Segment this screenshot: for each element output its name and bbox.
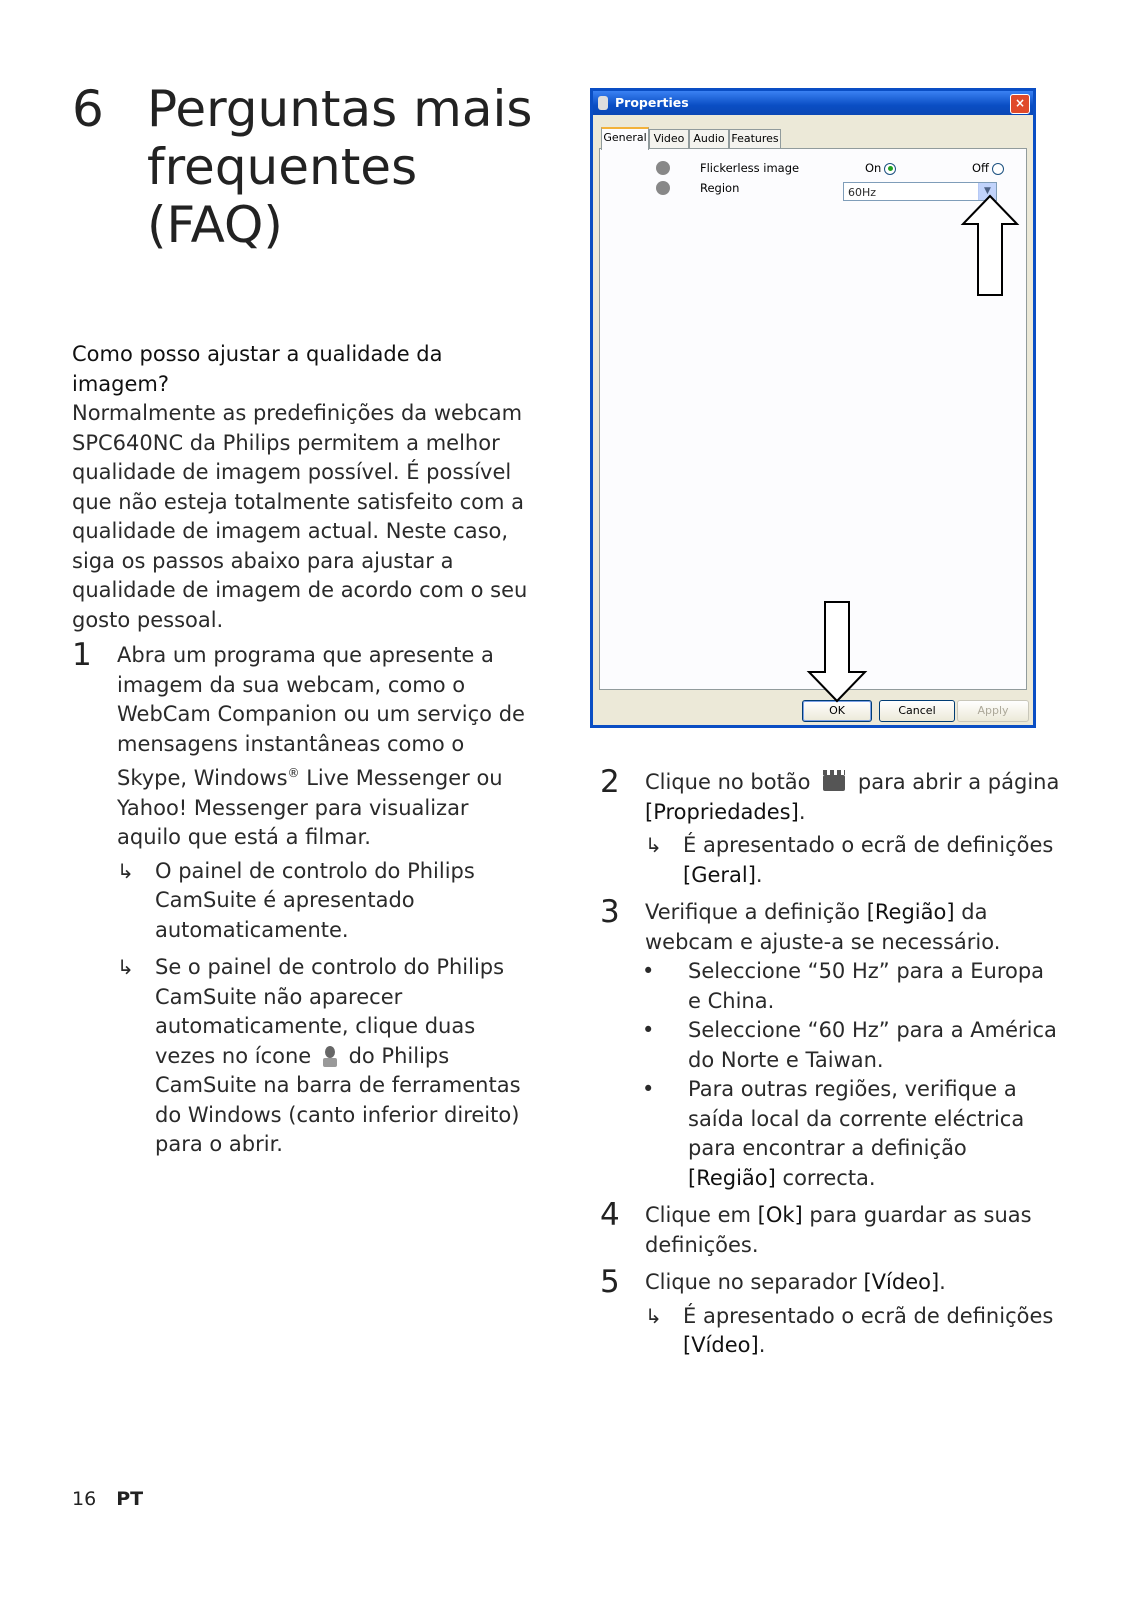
clapperboard-icon xyxy=(823,775,845,791)
close-button[interactable]: × xyxy=(1010,94,1030,114)
cancel-button[interactable]: Cancel xyxy=(879,700,955,722)
ok-button[interactable]: OK xyxy=(802,700,872,722)
off-label: Off xyxy=(972,161,989,175)
bullet-icon: • xyxy=(642,959,655,983)
step-text: Abra um programa que apresente a imagem da sua webcam, como o WebCam Companion ou um serviço de mensagens instantâneas como o Skype, Windows xyxy=(117,643,525,790)
step-number: 5 xyxy=(600,1264,620,1300)
step-2 xyxy=(600,764,1060,827)
bullet-text: Seleccione “50 Hz” para a Europa e China. xyxy=(688,959,1045,1013)
punct: . xyxy=(755,862,763,887)
off-radio[interactable] xyxy=(992,163,1004,175)
flickerless-label: Flickerless image xyxy=(700,161,800,175)
step-number: 1 xyxy=(72,637,92,673)
down-arrow-icon xyxy=(806,600,868,704)
key-propriedades: [Propriedades] xyxy=(645,799,799,824)
step-4 xyxy=(600,1197,1060,1260)
key-video: [Vídeo] xyxy=(683,1333,759,1357)
camsuite-icon xyxy=(323,1046,337,1068)
step-2-result xyxy=(600,831,1060,890)
registered-mark: ® xyxy=(287,766,300,780)
key-geral: [Geral] xyxy=(683,862,756,887)
result-text: É apresentado o ecrã de definições xyxy=(683,833,1054,857)
left-column xyxy=(72,340,532,1160)
result-arrow-icon: ↳ xyxy=(117,858,134,883)
on-radio[interactable] xyxy=(884,163,896,175)
bullet-text: Seleccione “60 Hz” para a América do Norte e Taiwan. xyxy=(688,1018,1057,1072)
chapter-title: Perguntas mais frequentes (FAQ) xyxy=(147,80,533,254)
punct: . xyxy=(758,1333,766,1357)
bullet-text-cont: correcta. xyxy=(782,1165,876,1190)
up-arrow-icon xyxy=(960,194,1020,298)
bullet-item xyxy=(600,957,1060,1016)
chevron-down-icon[interactable]: ▼ xyxy=(978,183,996,200)
step-text-cont: para guardar as suas definições. xyxy=(645,1203,1032,1257)
step-1-result-1 xyxy=(72,857,532,946)
result-arrow-icon: ↳ xyxy=(645,1303,662,1328)
bullet-item xyxy=(600,1075,1060,1193)
result-text: Se o painel de controlo do Philips CamSuite não aparecer automaticamente, clique duas vezes no ícone xyxy=(155,955,505,1068)
result-arrow-icon: ↳ xyxy=(117,955,134,979)
bullet-text: Para outras regiões, verifique a saída local da corrente eléctrica para encontrar a definição xyxy=(688,1077,1025,1160)
apply-button: Apply xyxy=(957,700,1029,722)
step-text-cont: da webcam e ajuste-a se necessário. xyxy=(645,900,1001,954)
key-regiao: [Região] xyxy=(866,900,955,924)
page-number: 16 xyxy=(72,1488,97,1510)
step-text: Clique em xyxy=(645,1203,751,1227)
step-1 xyxy=(72,637,532,853)
bullet-icon: • xyxy=(642,1018,655,1042)
step-5-result xyxy=(600,1302,1060,1361)
result-text: O painel de controlo do Philips CamSuite é apresentado automaticamente. xyxy=(155,858,475,942)
language-code: PT xyxy=(116,1488,144,1510)
bullet-icon: • xyxy=(642,1077,655,1101)
tab-video[interactable]: Video xyxy=(649,129,689,148)
on-label: On xyxy=(865,161,882,175)
tab-audio[interactable]: Audio xyxy=(689,129,729,148)
region-icon xyxy=(656,181,670,195)
tab-general[interactable]: General xyxy=(601,127,649,150)
step-text: Clique no botão xyxy=(645,770,811,794)
camera-icon xyxy=(598,96,608,110)
chapter-number: 6 xyxy=(72,80,104,138)
step-number: 4 xyxy=(600,1197,620,1233)
step-text: Clique no separador xyxy=(645,1270,857,1294)
bullet-item xyxy=(600,1016,1060,1075)
punct: . xyxy=(939,1270,946,1294)
flicker-off-option[interactable] xyxy=(972,161,1004,175)
right-column xyxy=(600,760,1060,1361)
dialog-title: Properties xyxy=(615,95,689,110)
key-ok: [Ok] xyxy=(757,1203,803,1227)
step-number: 2 xyxy=(600,764,620,800)
region-value: 60Hz xyxy=(848,186,877,199)
step-text-cont: para abrir a página xyxy=(857,770,1060,794)
step-1-result-2 xyxy=(72,953,532,1160)
key-regiao: [Região] xyxy=(688,1165,776,1190)
dialog-titlebar xyxy=(593,91,1033,115)
key-video: [Vídeo] xyxy=(863,1270,940,1294)
step-5 xyxy=(600,1264,1060,1300)
result-text-cont: do Philips CamSuite na barra de ferramentas do Windows (canto inferior direito) para o abrir. xyxy=(155,1043,521,1156)
step-number: 3 xyxy=(600,894,620,930)
result-arrow-icon: ↳ xyxy=(645,833,662,857)
intro-paragraph: Normalmente as predefinições da webcam SPC640NC da Philips permitem a melhor qualidade de imagem possível. É possível que não esteja totalmente satisfeito com a qualidade de imagem actual. Neste caso, siga os passos abaixo para ajustar a qualidade de imagem de acordo com o seu gosto pessoal. xyxy=(72,401,528,632)
step-3 xyxy=(600,894,1060,957)
flicker-on-option[interactable] xyxy=(865,161,896,175)
faq-question: Como posso ajustar a qualidade da imagem? xyxy=(72,342,443,396)
region-label: Region xyxy=(700,181,740,195)
step-text-cont: Live Messenger ou Yahoo! Messenger para visualizar aquilo que está a filmar. xyxy=(117,766,503,849)
punct: . xyxy=(798,799,806,824)
step-text: Verifique a definição xyxy=(645,900,861,924)
flicker-icon xyxy=(656,161,670,175)
result-text: É apresentado o ecrã de definições xyxy=(683,1303,1054,1328)
tab-features[interactable]: Features xyxy=(729,129,781,148)
page-footer xyxy=(72,1488,143,1510)
